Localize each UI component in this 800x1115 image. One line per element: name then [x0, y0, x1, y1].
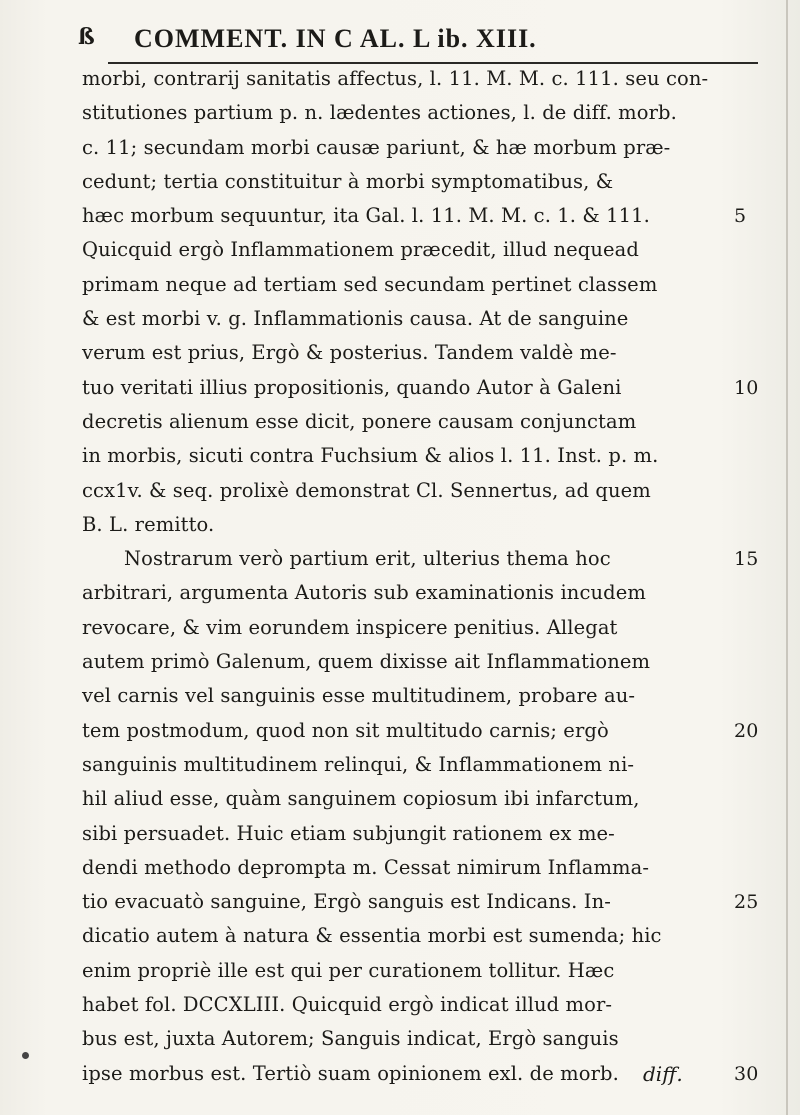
line-number: 20	[734, 719, 759, 742]
text-line: dendi methodo deprompta m. Cessat nimirum Inflamma-	[82, 855, 650, 879]
text-line: verum est prius, Ergò & posterius. Tandem valdè me-	[82, 341, 617, 365]
body-text	[82, 62, 759, 1091]
text-line: arbitrari, argumenta Autoris sub examinationis incudem	[82, 581, 646, 605]
text-line: dicatio autem à natura & essentia morbi est sumenda; hic	[82, 924, 662, 948]
line-number: 25	[734, 891, 759, 914]
text-line: morbi, contrarij sanitatis affectus, l. 11. M. M. c. 111. seu con-	[82, 67, 709, 90]
ink-spot	[22, 1052, 29, 1059]
page-mark: ß	[78, 24, 95, 50]
text-line: tem postmodum, quod non sit multitudo carnis; ergò 20	[82, 714, 722, 748]
text-line: Quicquid ergò Inflammationem præcedit, illud nequead	[82, 238, 639, 262]
page-edge	[786, 0, 788, 1115]
text-line: revocare, & vim eorundem inspicere penitius. Allegat	[82, 615, 618, 639]
text-line: decretis alienum esse dicit, ponere causam conjunctam	[82, 409, 637, 433]
text-line: hil aliud esse, quàm sanguinem copiosum ibi infarctum,	[82, 787, 640, 811]
text-line: c. 11; secundam morbi causæ pariunt, & hæ morbum præ-	[82, 135, 671, 159]
running-head: COMMENT. IN C AL. L ib. XIII.	[134, 24, 537, 53]
text-line: tio evacuatò sanguine, Ergò sanguis est Indicans. In- 25	[82, 885, 722, 919]
line-number: 10	[734, 376, 759, 399]
line-number: 5	[734, 205, 747, 228]
text-line: habet fol. DCCXLIII. Quicquid ergò indicat illud mor-	[82, 993, 613, 1017]
text-line: primam neque ad tertiam sed secundam pertinet classem	[82, 272, 658, 296]
line-number: 15	[734, 548, 759, 571]
text-line: enim propriè ille est qui per curationem tollitur. Hæc	[82, 958, 615, 982]
line-number: 30	[734, 1062, 759, 1085]
text-line: ipse morbus est. Tertiò suam opinionem exl. de morb. 30	[82, 1057, 722, 1091]
text-line: tuo veritati illius propositionis, quando Autor à Galeni 10	[82, 371, 722, 405]
text-line: cedunt; tertia constituitur à morbi symptomatibus, &	[82, 169, 614, 193]
text-line: ccx1v. & seq. prolixè demonstrat Cl. Sennertus, ad quem	[82, 478, 651, 502]
text-line: bus est, juxta Autorem; Sanguis indicat, Ergò sanguis	[82, 1027, 619, 1051]
text-line: stitutiones partium p. n. lædentes actiones, l. de diff. morb.	[82, 101, 677, 125]
text-line: B. L. remitto.	[82, 512, 215, 536]
text-line: in morbis, sicuti contra Fuchsium & alios l. 11. Inst. p. m.	[82, 444, 659, 468]
text-line: hæc morbum sequuntur, ita Gal. l. 11. M. M. c. 1. & 111. 5	[82, 199, 722, 233]
text-line: & est morbi v. g. Inflammationis causa. At de sanguine	[82, 307, 629, 331]
text-line: vel carnis vel sanguinis esse multitudinem, probare au-	[82, 684, 636, 708]
page-header	[78, 22, 758, 64]
text-line: autem primò Galenum, quem dixisse ait Inflammationem	[82, 650, 651, 674]
text-line: sanguinis multitudinem relinqui, & Inflammationem ni-	[82, 752, 635, 776]
text-line: Nostrarum verò partium erit, ulterius thema hoc 15	[82, 542, 722, 576]
catchword: diff.	[643, 1062, 683, 1086]
text-line: sibi persuadet. Huic etiam subjungit rationem ex me-	[82, 821, 615, 845]
